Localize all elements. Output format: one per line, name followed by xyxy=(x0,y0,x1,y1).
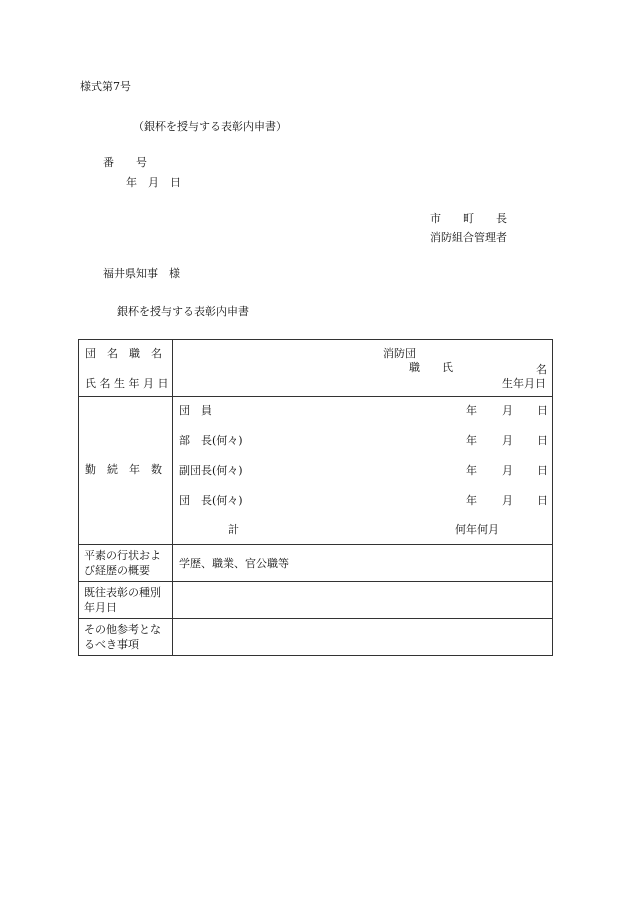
service-role: 副団長(何々) xyxy=(179,464,243,477)
label-years-of-service: 勤 続 年 数 xyxy=(85,463,162,476)
commendation-table xyxy=(78,339,553,656)
document-title: 銀杯を授与する表彰内申書 xyxy=(117,305,249,318)
service-month: 月 xyxy=(502,464,513,477)
row-divider xyxy=(79,396,552,397)
service-month: 月 xyxy=(502,434,513,447)
form-subtitle: （銀杯を授与する表彰内申書） xyxy=(133,120,287,133)
total-value: 何年何月 xyxy=(455,523,499,536)
service-role: 団 員 xyxy=(179,404,212,417)
label-conduct-history: 平素の行状および経歴の概要 xyxy=(84,549,161,577)
fire-corps-label: 消防団 xyxy=(383,347,416,360)
row-divider xyxy=(79,581,552,582)
service-role: 団 長(何々) xyxy=(179,494,243,507)
row-divider xyxy=(79,618,552,619)
service-year: 年 xyxy=(466,494,477,507)
sender-mayor: 市 町 長 xyxy=(430,212,507,225)
form-number: 様式第7号 xyxy=(80,80,131,93)
addressee: 福井県知事 様 xyxy=(103,267,180,280)
service-month: 月 xyxy=(502,494,513,507)
label-past-commendations: 既往表彰の種別年月日 xyxy=(84,586,161,614)
service-day: 日 xyxy=(537,464,548,477)
sender-fire-union-admin: 消防組合管理者 xyxy=(430,231,507,244)
number-label: 番 号 xyxy=(103,156,147,169)
row-divider xyxy=(79,544,552,545)
service-year: 年 xyxy=(466,434,477,447)
conduct-history-content: 学歴、職業、官公職等 xyxy=(179,557,289,570)
service-day: 日 xyxy=(537,404,548,417)
label-other-reference: その他参考となるべき事項 xyxy=(84,623,161,651)
total-label: 計 xyxy=(228,523,239,536)
column-divider xyxy=(172,340,173,655)
label-name-birthdate: 氏 名 生 年 月 日 xyxy=(85,377,169,390)
name-char: 名 xyxy=(536,363,547,376)
label-corps-position: 団 名 職 名 xyxy=(85,347,162,360)
service-month: 月 xyxy=(502,404,513,417)
service-role: 部 長(何々) xyxy=(179,434,243,447)
service-year: 年 xyxy=(466,464,477,477)
date-label: 年 月 日 xyxy=(126,176,181,189)
position-name-label: 職 氏 xyxy=(409,361,453,374)
service-day: 日 xyxy=(537,434,548,447)
service-year: 年 xyxy=(466,404,477,417)
birth-date-label: 生年月日 xyxy=(502,377,546,390)
service-day: 日 xyxy=(537,494,548,507)
